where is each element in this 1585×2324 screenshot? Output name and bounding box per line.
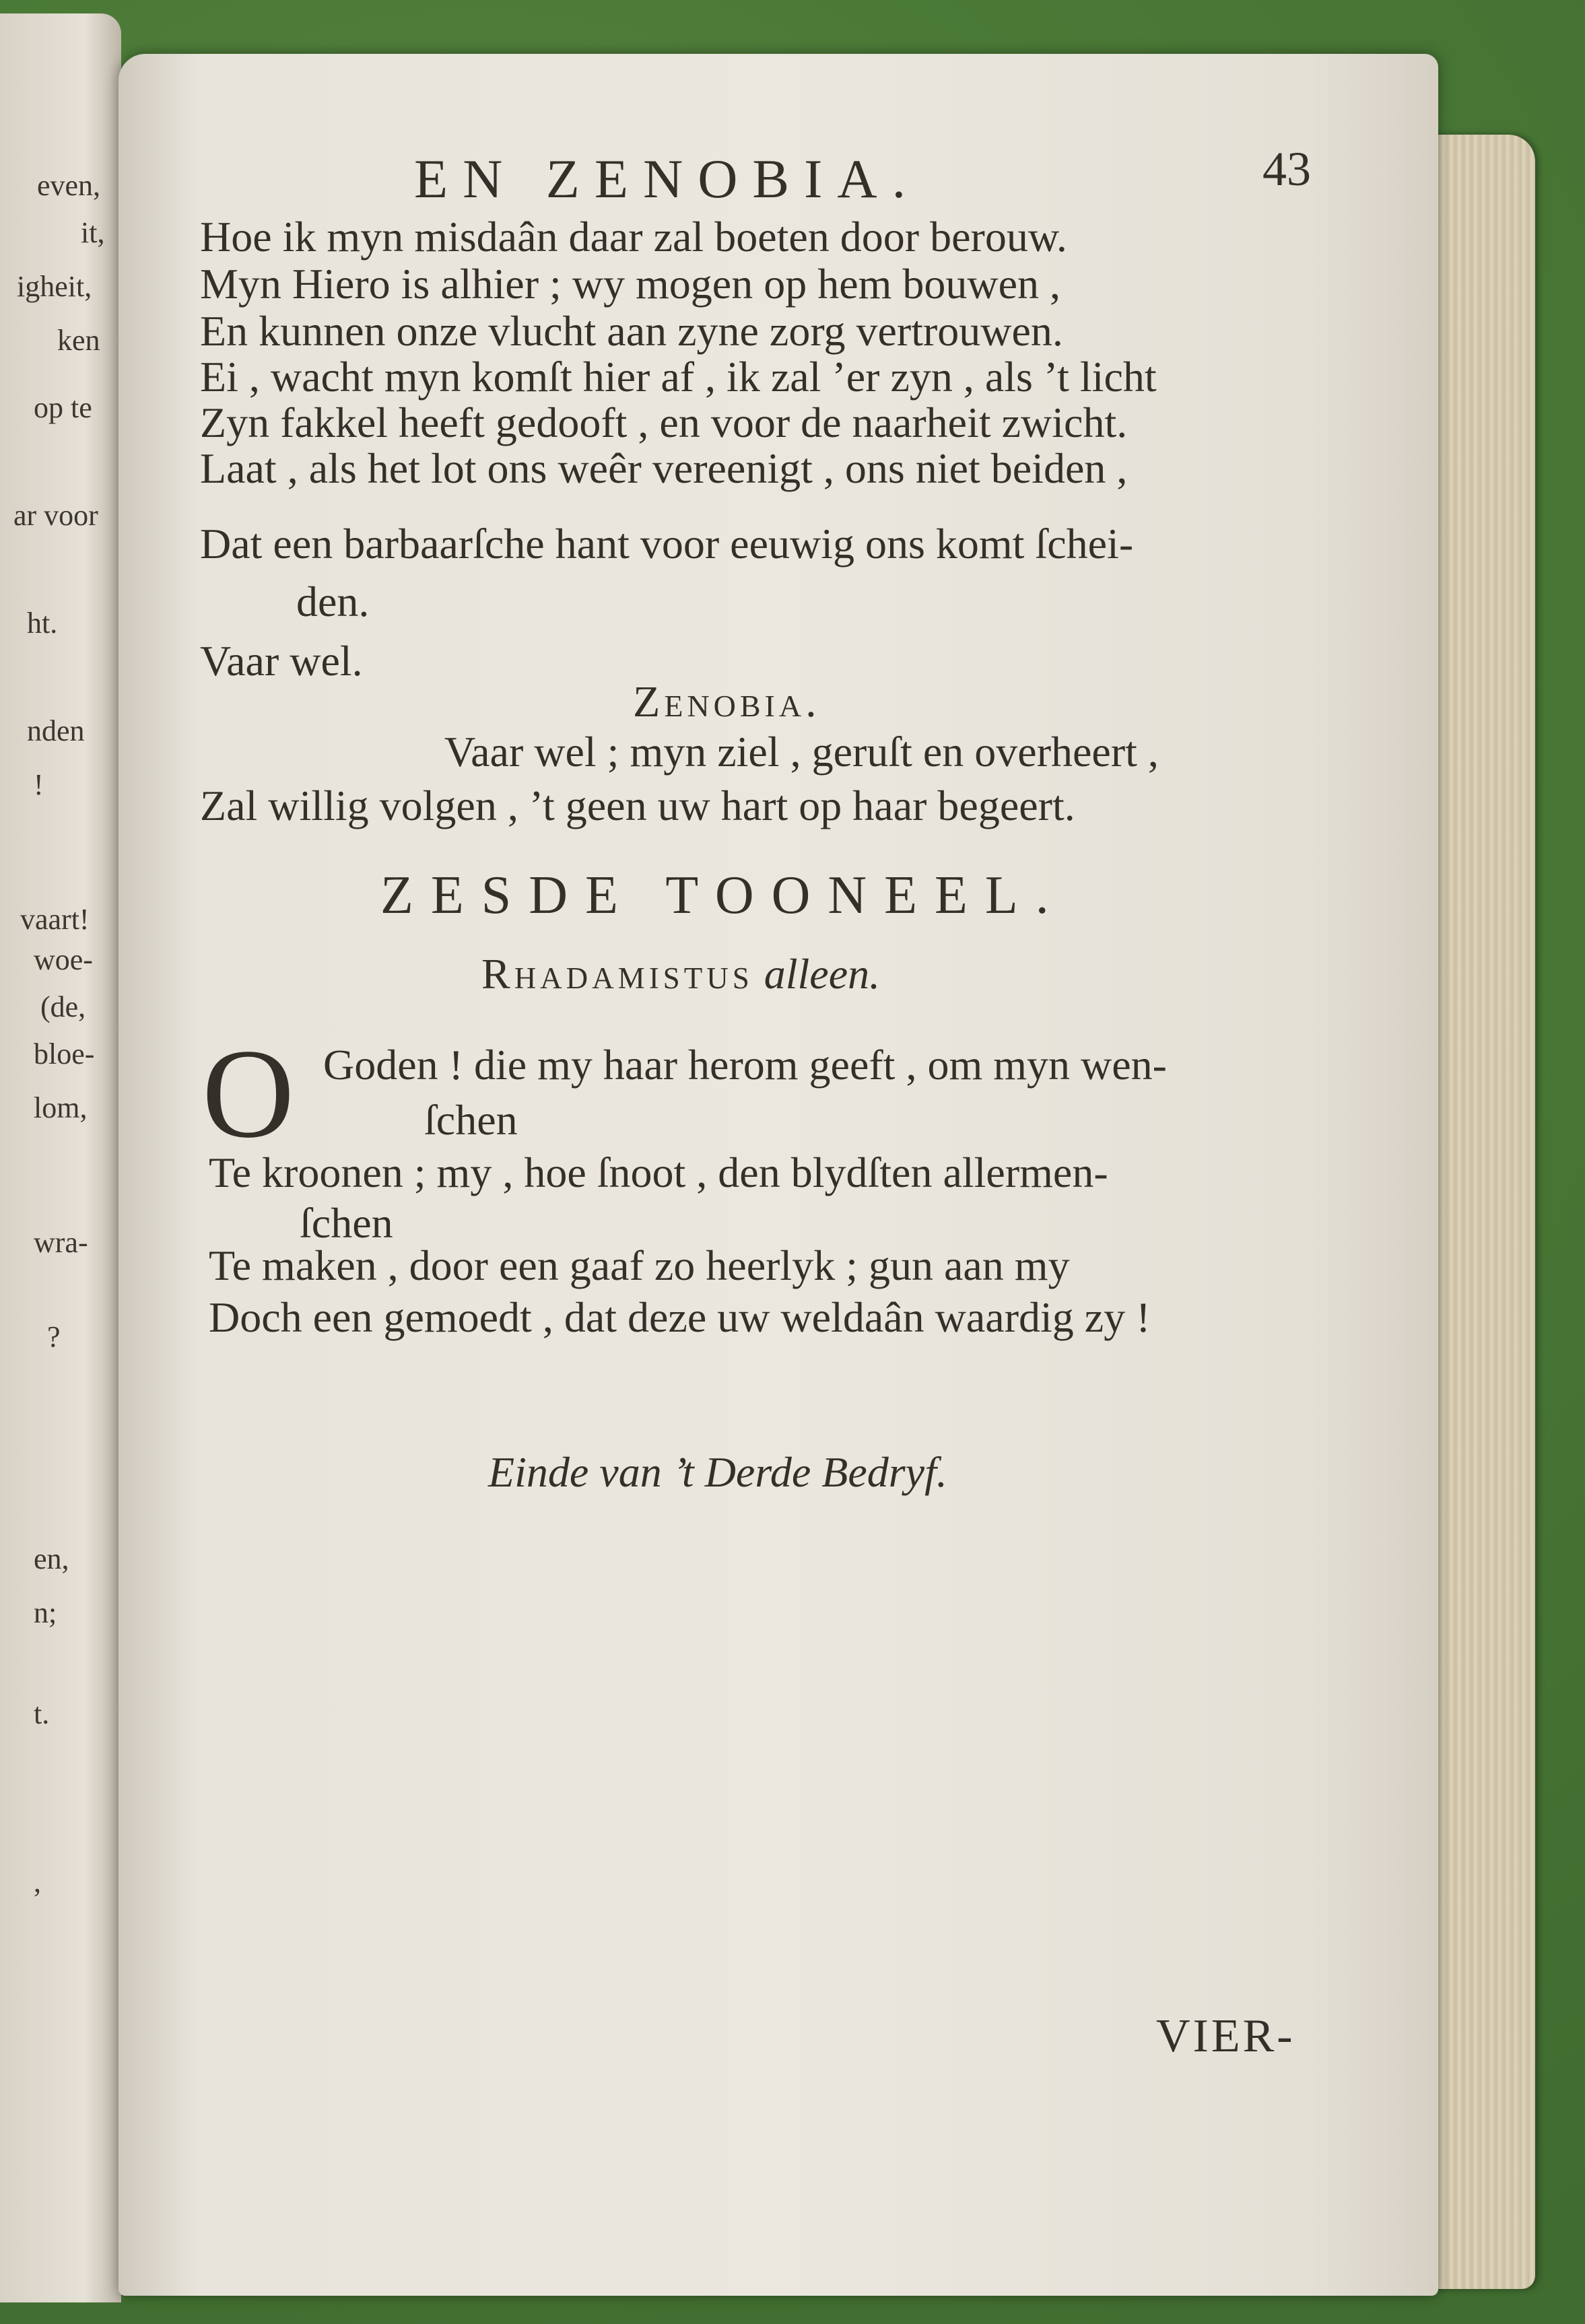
fragment: igheit, xyxy=(17,270,92,303)
drop-cap: O xyxy=(202,1023,295,1165)
verse-line: En kunnen onze vlucht aan zyne zorg vertrouwen. xyxy=(200,307,1063,355)
speaker-heading: Zenobia. xyxy=(633,677,821,726)
verse-line: Te maken , door een gaaf zo heerlyk ; gun aan my xyxy=(209,1241,1070,1289)
stage-note: alleen. xyxy=(764,950,881,998)
left-page xyxy=(0,13,121,2302)
fragment: bloe- xyxy=(34,1037,95,1070)
verse-line: Dat een barbaarſche hant voor eeuwig ons komt ſchei- xyxy=(200,520,1134,568)
scene-speaker xyxy=(481,950,881,998)
verse-line: Doch een gemoedt , dat deze uw weldaân waardig zy ! xyxy=(209,1293,1151,1341)
fragment: it, xyxy=(81,216,105,249)
verse-line: den. xyxy=(296,578,370,625)
act-end-note: Einde van ’t Derde Bedryf. xyxy=(488,1448,947,1496)
speaker-name: Rhadamistus xyxy=(481,950,753,998)
verse-line: Zyn fakkel heeft gedooft , en voor de naarheit zwicht. xyxy=(200,399,1128,446)
fragment: lom, xyxy=(34,1091,88,1124)
verse-line: Myn Hiero is alhier ; wy mogen op hem bouwen , xyxy=(200,260,1060,308)
fragment: woe- xyxy=(34,943,93,976)
scene-title: ZESDE TOONEEL. xyxy=(380,866,1067,925)
verse-line: ſchen xyxy=(300,1199,393,1247)
fragment: (de, xyxy=(40,990,86,1023)
fragment: nden xyxy=(27,714,85,747)
fragment: ht. xyxy=(27,607,58,640)
verse-line: Vaar wel. xyxy=(200,637,363,685)
fragment: even, xyxy=(37,169,101,202)
fragment: , xyxy=(34,1866,41,1899)
fragment: ! xyxy=(34,768,44,801)
fragment: ? xyxy=(47,1320,61,1353)
fragment: ar voor xyxy=(13,499,98,532)
fragment: ken xyxy=(57,324,100,357)
verse-line: Zal willig volgen , ’t geen uw hart op haar begeert. xyxy=(200,782,1075,829)
fragment: n; xyxy=(34,1596,57,1629)
verse-line: Goden ! die my haar herom geeft , om myn wen- xyxy=(323,1041,1167,1089)
fragment: t. xyxy=(34,1697,50,1730)
verse-line: Ei , wacht myn komſt hier af , ik zal ’er zyn , als ’t licht xyxy=(200,353,1157,401)
verse-line: Vaar wel ; myn ziel , geruſt en overheert , xyxy=(444,728,1159,776)
verse-line: Te kroonen ; my , hoe ſnoot , den blydſten allermen- xyxy=(209,1149,1108,1196)
running-header: EN ZENOBIA. xyxy=(414,148,921,209)
fragment: wra- xyxy=(34,1226,88,1259)
fragment: en, xyxy=(34,1542,69,1575)
page-edges xyxy=(1427,135,1535,2289)
verse-line: Hoe ik myn misdaân daar zal boeten door berouw. xyxy=(200,213,1067,261)
fragment: vaart! xyxy=(20,903,90,936)
page-number: 43 xyxy=(1262,142,1311,196)
verse-line: Laat , als het lot ons weêr vereenigt , ons niet beiden , xyxy=(200,444,1128,492)
catchword: VIER- xyxy=(1156,2010,1295,2062)
fragment: op te xyxy=(34,391,92,424)
verse-line: ſchen xyxy=(424,1096,518,1144)
